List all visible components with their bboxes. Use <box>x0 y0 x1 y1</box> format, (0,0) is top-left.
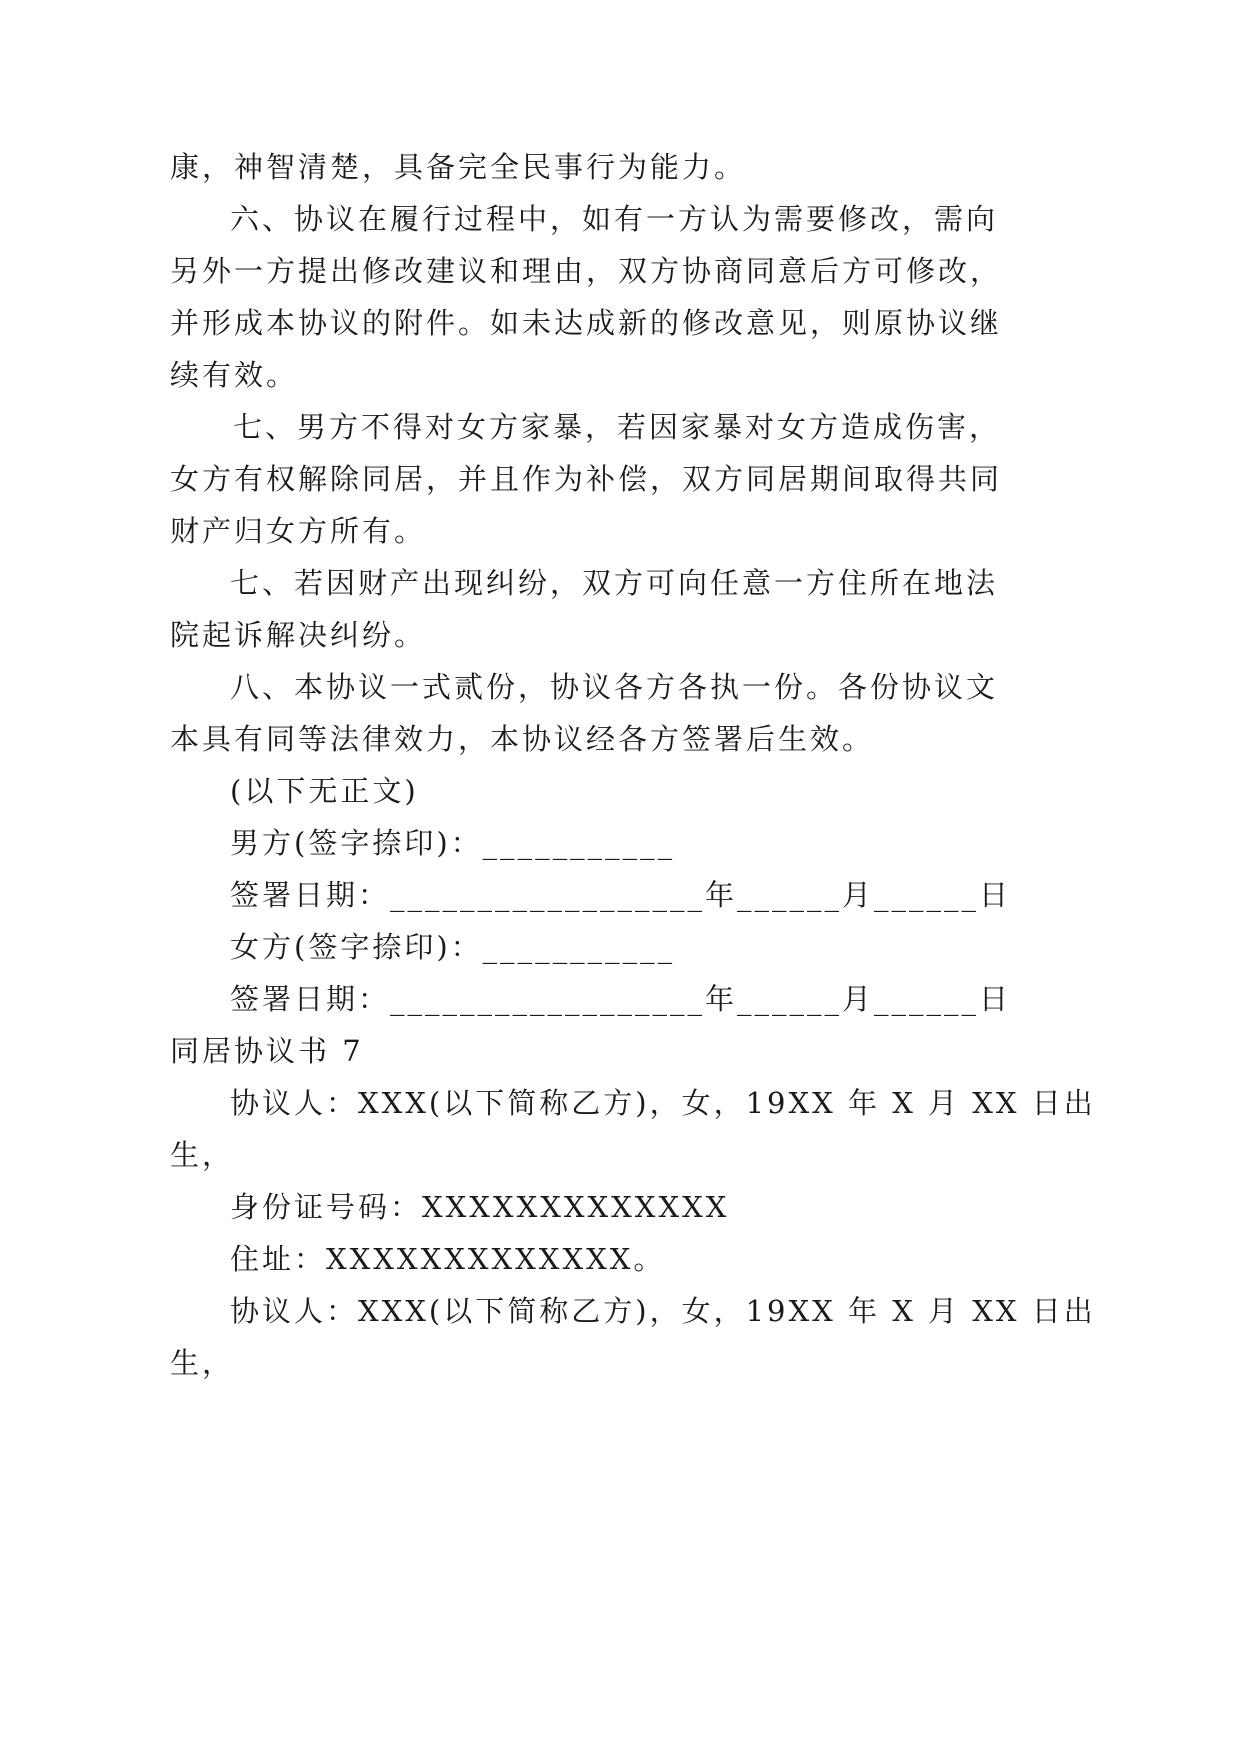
section-title: 同居协议书 7 <box>170 1034 364 1068</box>
text-line: 生， <box>170 1138 235 1172</box>
text-line: 住址：XXXXXXXXXXXXX。 <box>230 1242 666 1276</box>
text-line: 七、男方不得对女方家暴，若因家暴对女方造成伤害， <box>233 410 1002 444</box>
text-line: 八、本协议一式贰份，协议各方各执一份。各份协议文 <box>230 670 999 704</box>
text-line: 续有效。 <box>170 358 299 392</box>
text-line: 康，神智清楚，具备完全民事行为能力。 <box>170 150 747 184</box>
text-line: 女方有权解除同居，并且作为补偿，双方同居期间取得共同 <box>170 462 1003 496</box>
text-line: 六、协议在履行过程中，如有一方认为需要修改，需向 <box>230 202 999 236</box>
text-line: 身份证号码：XXXXXXXXXXXXX <box>230 1190 730 1224</box>
text-line: 另外一方提出修改建议和理由，双方协商同意后方可修改， <box>170 254 1003 288</box>
signature-line-male: 男方(签字捺印)：___________ <box>230 826 676 860</box>
text-line: 本具有同等法律效力，本协议经各方签署后生效。 <box>170 722 875 756</box>
text-line: 七、若因财产出现纠纷，双方可向任意一方住所在地法 <box>230 566 999 600</box>
signing-date-line-female: 签署日期：__________________年______月______日 <box>230 982 1012 1016</box>
text-line: 院起诉解决纠纷。 <box>170 618 427 652</box>
text-line: 协议人：XXX(以下简称乙方)，女，19XX 年 X 月 XX 日出 <box>230 1086 1096 1120</box>
text-line: 协议人：XXX(以下简称乙方)，女，19XX 年 X 月 XX 日出 <box>230 1294 1096 1328</box>
text-line: (以下无正文) <box>230 774 419 808</box>
signature-line-female: 女方(签字捺印)：___________ <box>230 930 676 964</box>
text-line: 并形成本协议的附件。如未达成新的修改意见，则原协议继 <box>170 306 1003 340</box>
text-line: 生， <box>170 1346 235 1380</box>
text-line: 财产归女方所有。 <box>170 514 427 548</box>
signing-date-line-male: 签署日期：__________________年______月______日 <box>230 878 1012 912</box>
